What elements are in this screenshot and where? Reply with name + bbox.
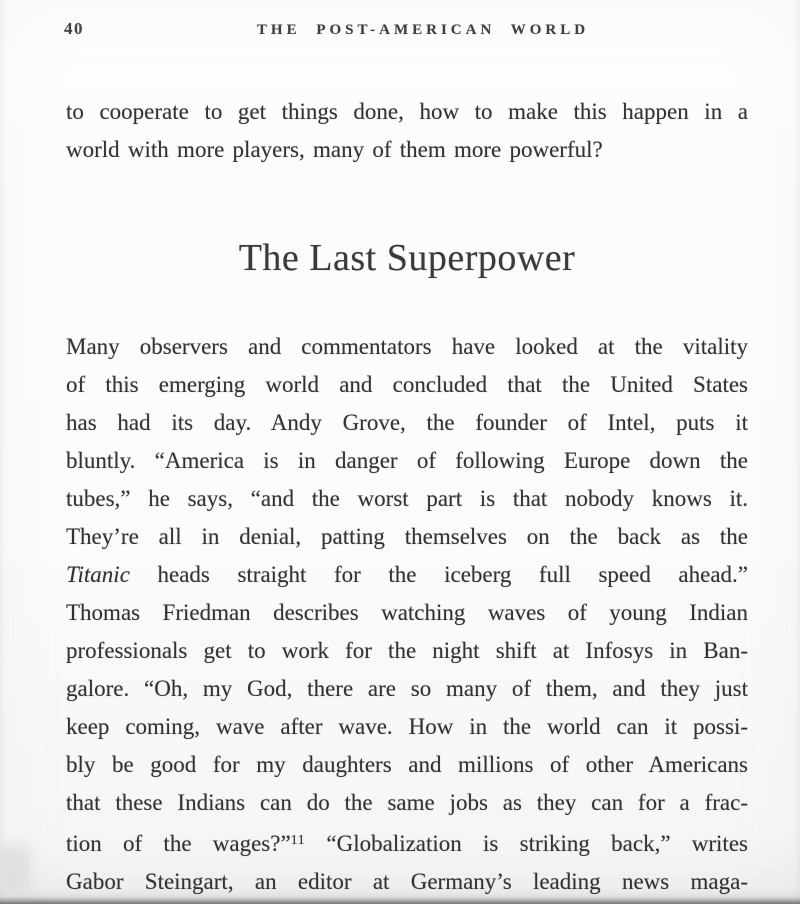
text-segment: keep coming, wave after wave. How in the world can it possi- — [66, 714, 748, 739]
text-segment: bly be good for my daughters and millions of other Americans — [66, 752, 748, 777]
text-segment: tubes,” he says, “and the worst part is that nobody knows it. — [66, 486, 748, 511]
text-segment: Gabor Steingart, an editor at Germany’s leading news maga- — [66, 869, 748, 894]
running-head: THE POST-AMERICAN WORLD — [256, 22, 590, 38]
text-segment: bluntly. “America is in danger of following Europe down the — [66, 448, 748, 473]
text-segment: Thomas Friedman describes watching waves of young Indian — [66, 600, 748, 625]
last-superpower-opening-paragraph — [66, 328, 748, 901]
text-segment: heads straight for the iceberg full speed ahead.” — [129, 562, 748, 587]
text-line — [66, 784, 748, 822]
text-segment: professionals get to work for the night shift at Infosys in Ban- — [66, 638, 748, 663]
text-line — [66, 746, 748, 784]
text-line — [66, 594, 748, 632]
section-heading: The Last Superpower — [238, 237, 576, 279]
text-line — [66, 670, 748, 708]
text-line — [66, 863, 748, 901]
text-line — [66, 93, 748, 131]
footnote-reference: 11 — [290, 833, 306, 848]
text-line — [66, 708, 748, 746]
text-segment: tion of the wages?” — [66, 831, 291, 856]
text-line — [66, 328, 748, 366]
text-segment: of this emerging world and concluded that the United States — [66, 372, 748, 397]
text-line — [66, 556, 748, 594]
text-line — [66, 632, 748, 670]
text-line — [66, 404, 748, 442]
text-line — [66, 518, 748, 556]
text-segment: Many observers and commentators have looked at the vitality — [66, 334, 748, 359]
text-segment: to cooperate to get things done, how to make this happen in a — [66, 99, 748, 124]
text-column — [66, 93, 748, 901]
text-line — [66, 366, 748, 404]
text-segment: galore. “Oh, my God, there are so many of them, and they just — [66, 676, 748, 701]
text-segment: has had its day. Andy Grove, the founder of Intel, puts it — [66, 410, 748, 435]
italic-text: Titanic — [66, 562, 130, 587]
text-segment: world with more players, many of them more powerful? — [66, 137, 603, 162]
text-line — [66, 480, 748, 518]
text-line — [66, 131, 748, 169]
text-line — [66, 442, 748, 480]
text-segment: that these Indians can do the same jobs as they can for a frac- — [66, 790, 748, 815]
text-segment: They’re all in denial, patting themselves on the back as the — [66, 524, 748, 549]
intro-continuation-paragraph — [66, 93, 748, 169]
page-bottom-shadow — [0, 897, 800, 904]
page-number: 40 — [64, 19, 84, 38]
scan-smudge — [0, 846, 30, 892]
text-line — [66, 822, 748, 863]
text-segment: “Globalization is striking back,” writes — [305, 831, 748, 856]
